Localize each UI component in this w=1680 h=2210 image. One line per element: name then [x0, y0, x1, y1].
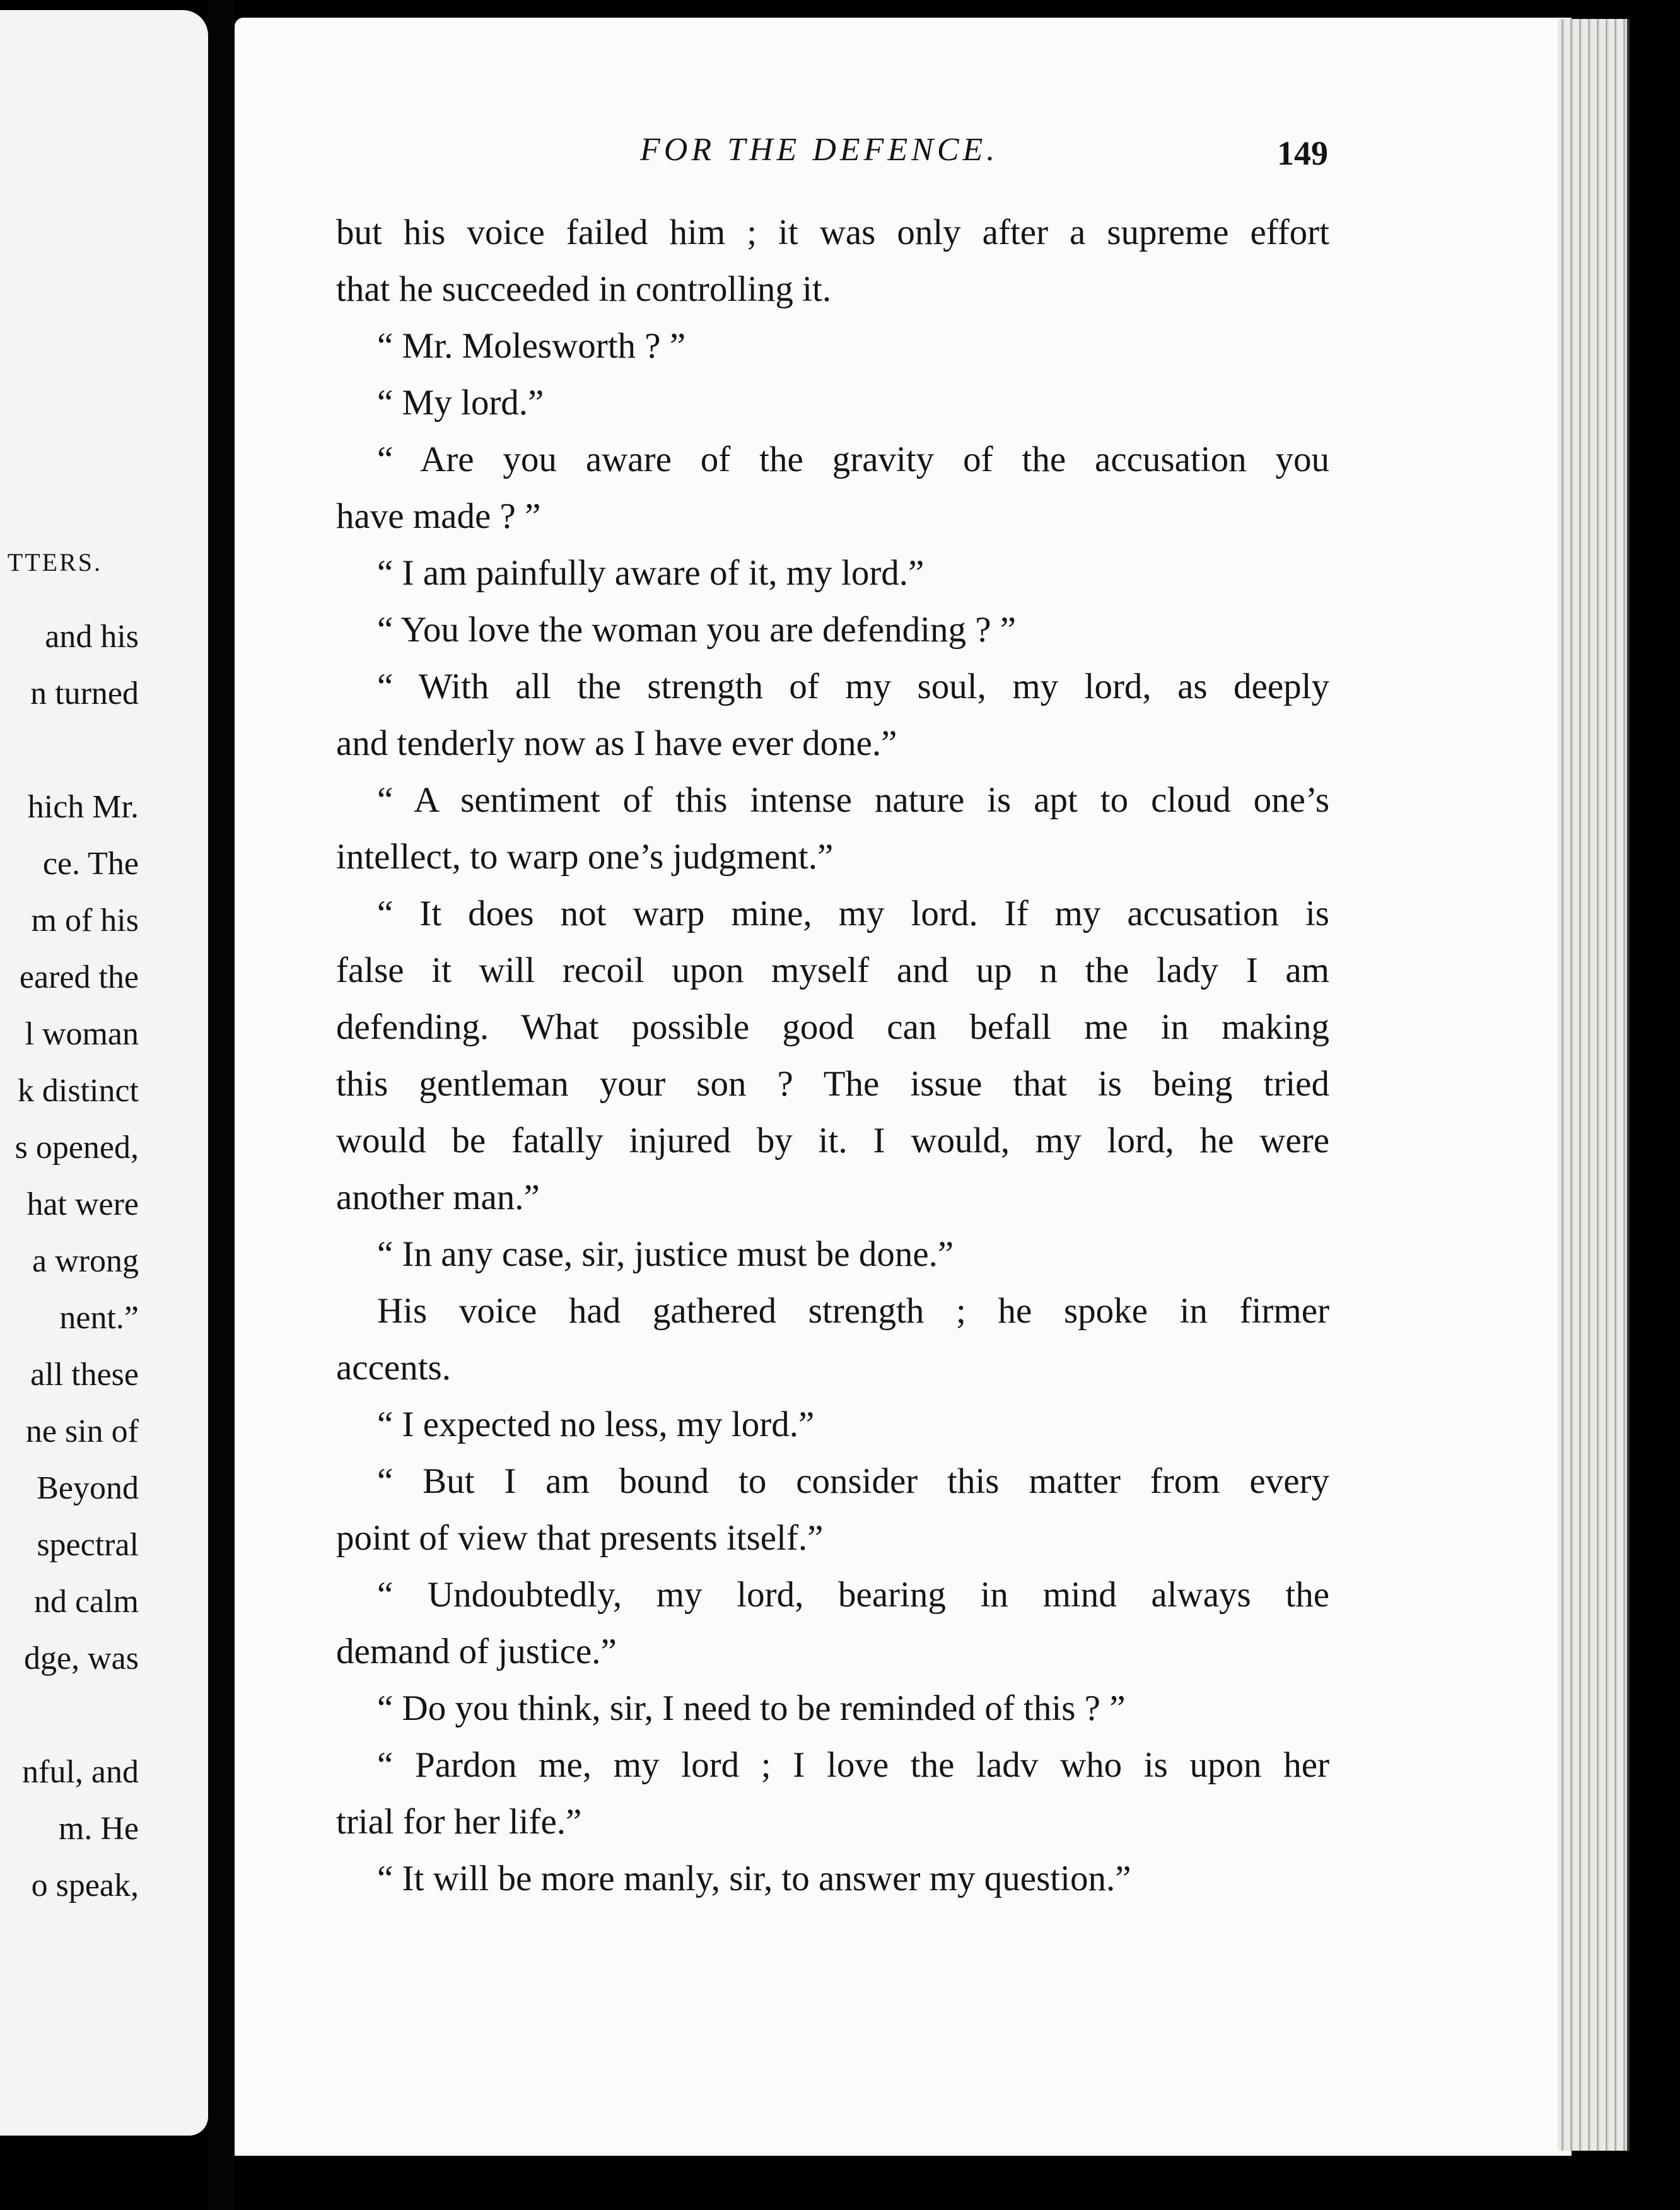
text-line: would be fatally injured by it. I would, my lord, he were: [336, 1121, 1329, 1161]
left-line-fragment: a wrong: [32, 1243, 139, 1279]
left-line-fragment: m of his: [31, 903, 139, 938]
page-number: 149: [1277, 134, 1328, 172]
text-line: “ But I am bound to consider this matter from every: [377, 1461, 1329, 1501]
left-line-fragment: ce. The: [42, 846, 139, 882]
text-line: “ A sentiment of this intense nature is apt to cloud one’s: [377, 780, 1329, 820]
left-line-fragment: o speak,: [31, 1868, 139, 1903]
left-line-fragment: eared the: [19, 959, 139, 995]
text-line: “ Do you think, sir, I need to be reminded of this ? ”: [377, 1688, 1126, 1728]
left-line-fragment: m. He: [58, 1811, 139, 1847]
text-line: trial for her life.”: [336, 1802, 582, 1842]
left-line-fragment: n turned: [30, 675, 139, 711]
text-line: but his voice failed him ; it was only after a supreme effort: [336, 213, 1329, 252]
text-line: demand of justice.”: [336, 1632, 617, 1671]
book-gutter: [208, 0, 235, 2210]
page-edges: [1558, 19, 1630, 2151]
text-line: intellect, to warp one’s judgment.”: [336, 837, 834, 877]
text-line: this gentleman your son ? The issue that is being tried: [336, 1064, 1329, 1104]
left-line-fragment: nent.”: [59, 1300, 139, 1336]
left-line-fragment: hat were: [26, 1186, 139, 1222]
text-line: that he succeeded in controlling it.: [336, 269, 832, 309]
text-line: accents.: [336, 1348, 451, 1388]
text-line: “ I am painfully aware of it, my lord.”: [377, 553, 925, 593]
text-line: “ In any case, sir, justice must be done.”: [377, 1234, 954, 1274]
left-facing-page: [0, 10, 208, 2136]
left-line-fragment: hich Mr.: [27, 789, 139, 825]
left-line-fragment: Beyond: [37, 1470, 139, 1506]
left-line-fragment: dge, was: [24, 1640, 139, 1676]
text-line: “ You love the woman you are defending ? ”: [377, 610, 1017, 650]
text-line: “ My lord.”: [377, 383, 544, 423]
left-line-fragment: nd calm: [33, 1584, 139, 1620]
text-line: “ Mr. Molesworth ? ”: [377, 326, 686, 366]
text-line: “ It does not warp mine, my lord. If my accusation is: [377, 894, 1329, 933]
left-line-fragment: and his: [45, 619, 139, 655]
text-line: false it will recoil upon myself and up n the lady I am: [336, 950, 1329, 990]
text-line: point of view that presents itself.”: [336, 1518, 824, 1558]
text-line: “ Undoubtedly, my lord, bearing in mind always the: [377, 1575, 1329, 1615]
left-line-fragment: s opened,: [15, 1130, 139, 1166]
text-line: another man.”: [336, 1178, 540, 1217]
text-line: have made ? ”: [336, 496, 541, 536]
text-line: “ I expected no less, my lord.”: [377, 1405, 815, 1444]
text-line: defending. What possible good can befall me in making: [336, 1007, 1329, 1047]
text-line: “ With all the strength of my soul, my lord, as deeply: [377, 667, 1329, 706]
left-line-fragment: nful, and: [22, 1754, 139, 1790]
body-text: [336, 204, 1329, 1907]
text-line: “ Pardon me, my lord ; I love the ladv who is upon her: [377, 1745, 1329, 1785]
left-running-header-fragment: TTERS.: [7, 548, 102, 576]
text-line: His voice had gathered strength ; he spoke in firmer: [377, 1291, 1329, 1331]
left-line-fragment: spectral: [37, 1527, 139, 1563]
text-line: “ Are you aware of the gravity of the accusation you: [377, 440, 1329, 479]
text-line: and tenderly now as I have ever done.”: [336, 723, 897, 763]
left-line-fragment: l woman: [25, 1016, 139, 1052]
running-header: FOR THE DEFENCE.: [640, 132, 999, 168]
left-line-fragment: all these: [30, 1357, 139, 1393]
text-line: “ It will be more manly, sir, to answer my question.”: [377, 1859, 1131, 1898]
left-line-fragment: ne sin of: [25, 1413, 139, 1449]
left-line-fragment: k distinct: [17, 1073, 139, 1109]
